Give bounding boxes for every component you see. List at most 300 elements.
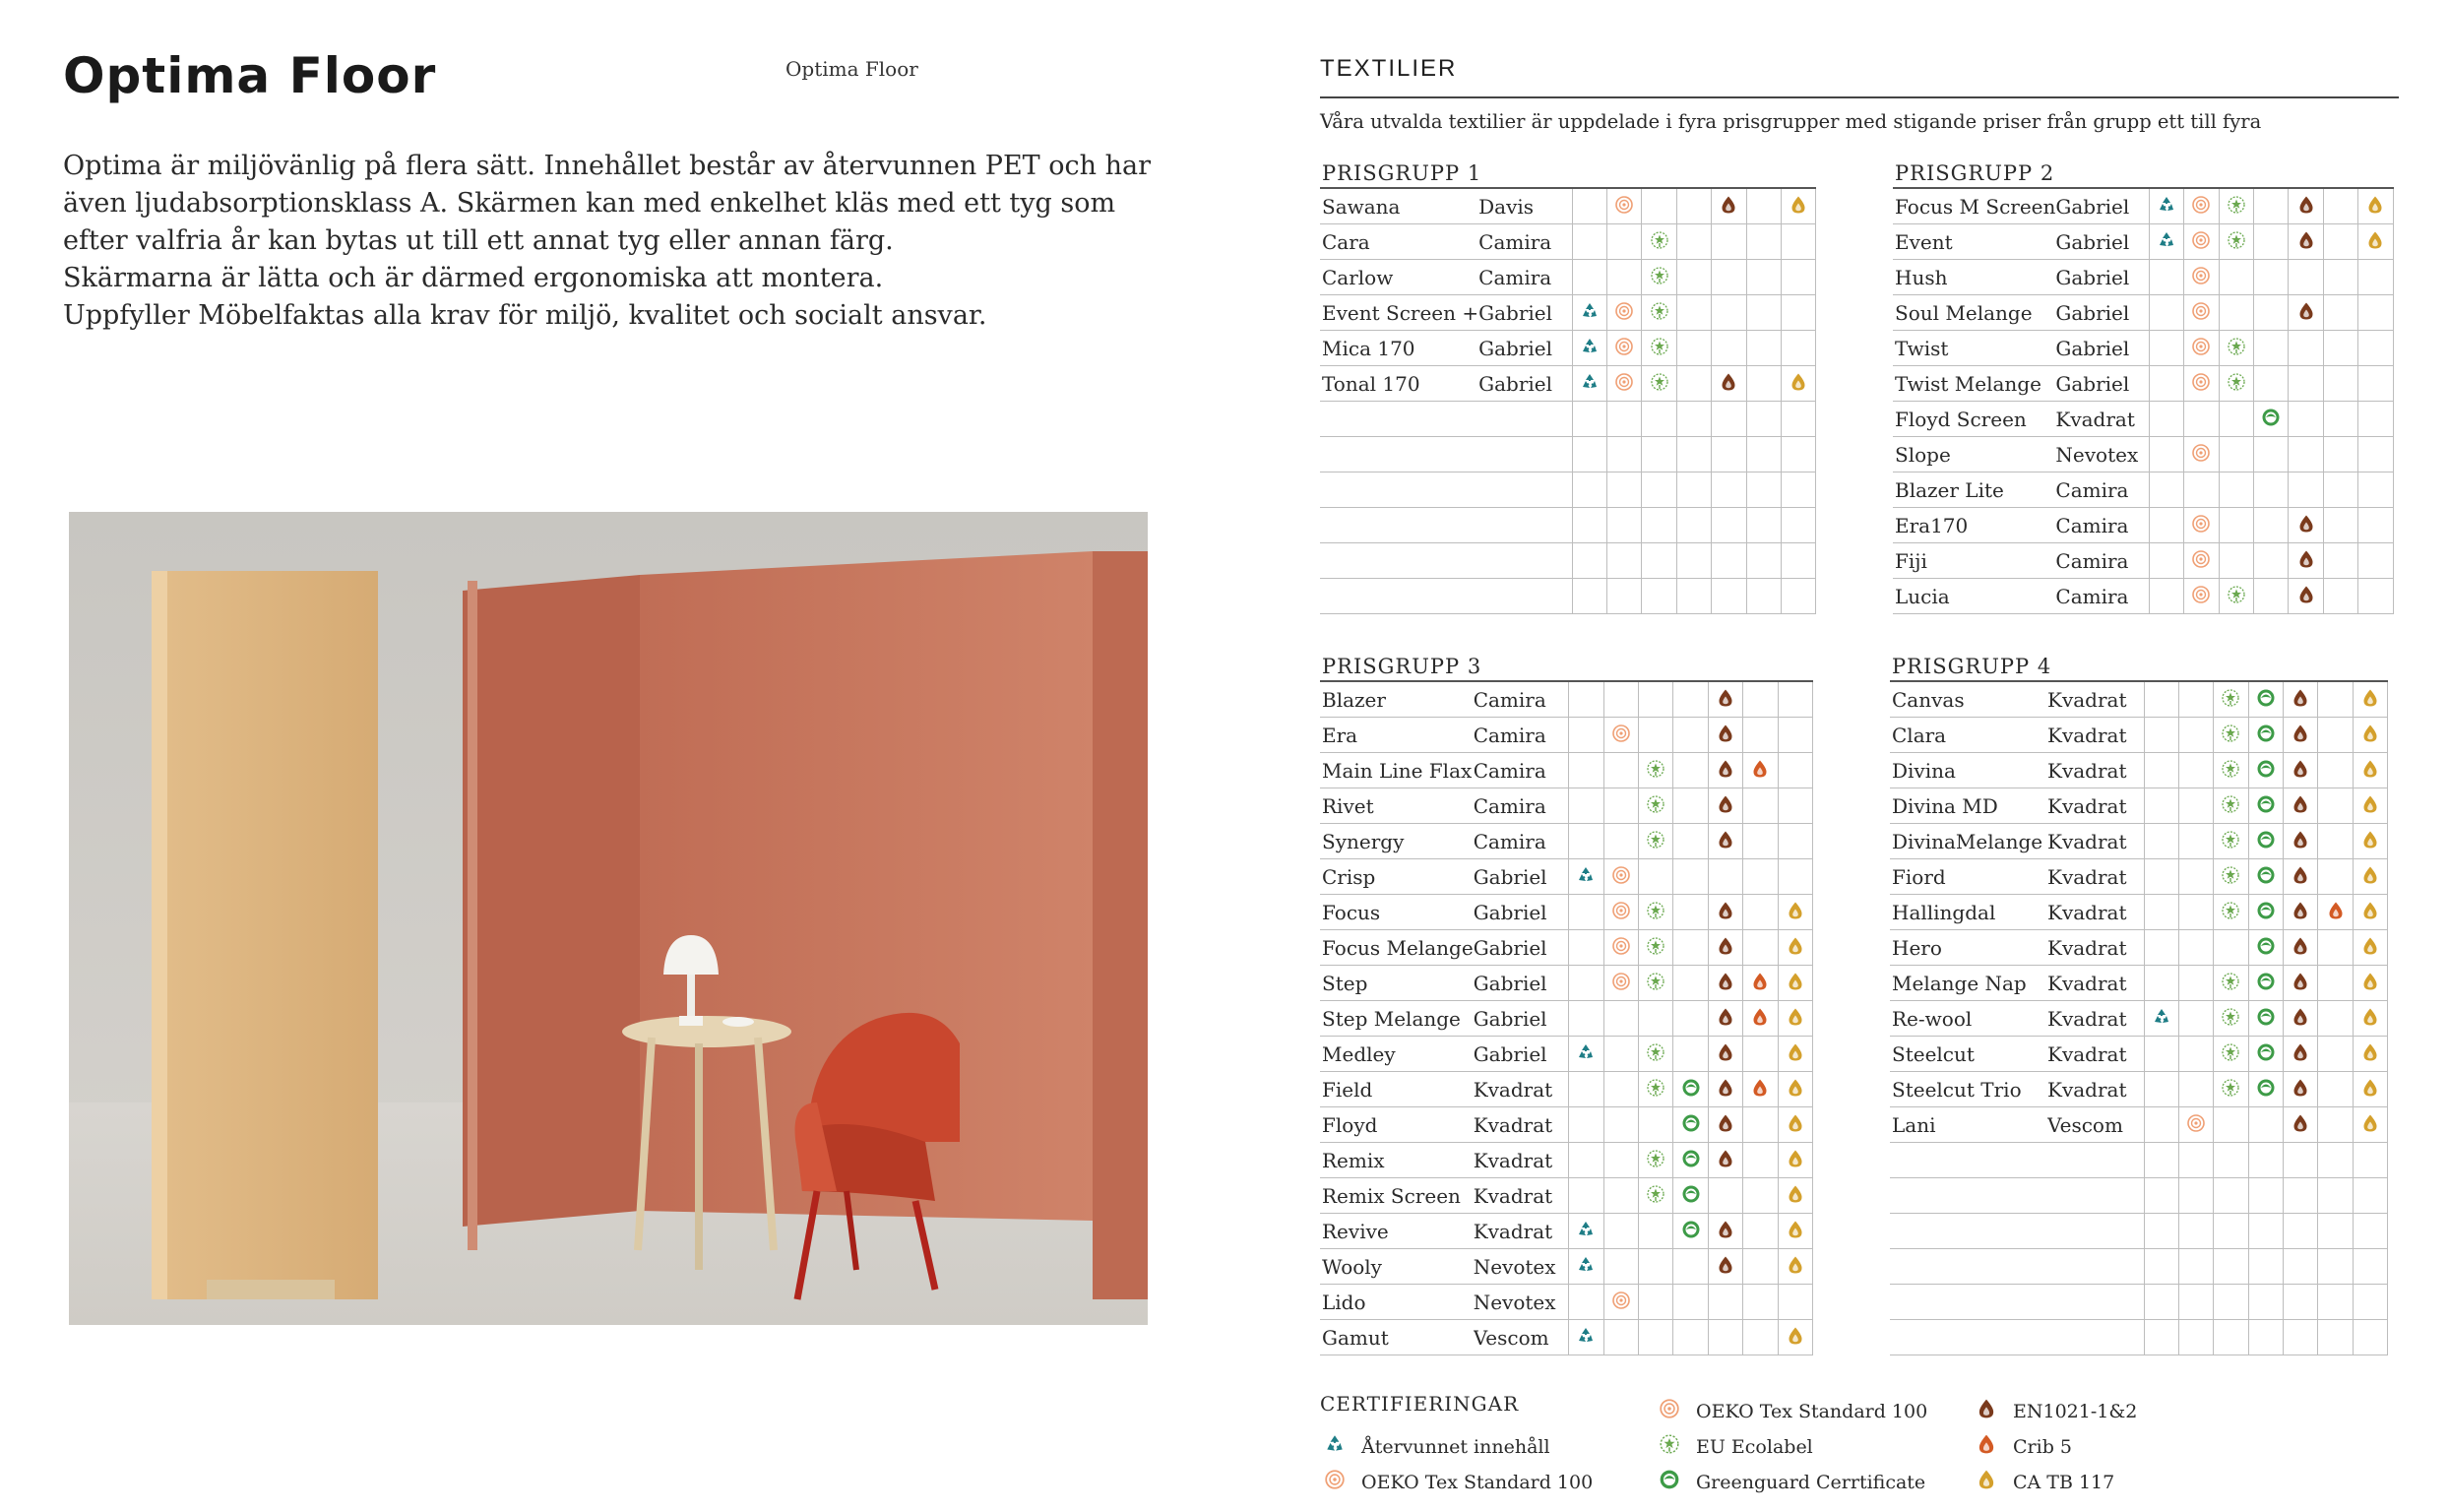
cert-cell-recycled	[2144, 895, 2178, 930]
cert-cell	[1642, 579, 1676, 614]
cert-cell-en1021	[2289, 508, 2323, 543]
textile-row	[1893, 295, 2393, 331]
textile-name	[1320, 437, 1478, 472]
cert-cell	[1712, 472, 1746, 508]
cert-cell	[2318, 1143, 2353, 1178]
cert-cell-ecolabel	[2219, 508, 2253, 543]
intro-line: Optima är miljövänlig på flera sätt. Innehållet består av återvunnen PET och har	[63, 151, 1151, 181]
cert-cell-catb117	[1781, 224, 1815, 260]
cert-cell	[1572, 402, 1606, 437]
flame-icon	[2360, 901, 2380, 925]
cert-cell	[2248, 1178, 2283, 1214]
textile-name	[1890, 1249, 2047, 1285]
cert-cell-crib5	[2323, 402, 2357, 437]
flame-icon	[1786, 1042, 1805, 1067]
flame-icon	[2291, 901, 2310, 925]
eu-ecolabel-icon	[1650, 337, 1669, 361]
eu-ecolabel-icon	[2221, 1078, 2240, 1102]
cert-cell	[1746, 508, 1781, 543]
oeko-tex-icon	[1611, 865, 1631, 890]
price-group-1	[1320, 159, 1816, 614]
textile-brand: Gabriel	[2055, 224, 2149, 260]
flame-icon	[1786, 1326, 1805, 1351]
eu-ecolabel-icon	[1646, 1149, 1665, 1173]
cert-cell-greenguard	[2248, 824, 2283, 859]
cert-cell-en1021	[2284, 824, 2318, 859]
cert-cell	[1607, 437, 1642, 472]
textile-brand	[1478, 508, 1572, 543]
textile-brand: Kvadrat	[2047, 681, 2144, 718]
cert-cell-catb117	[2353, 753, 2387, 788]
textile-brand: Camira	[2055, 508, 2149, 543]
cert-cell-ecolabel	[2219, 295, 2253, 331]
cert-cell-en1021	[2289, 366, 2323, 402]
flame-icon	[2291, 1042, 2310, 1067]
intro-line: Skärmarna är lätta och är därmed ergonomiska att montera.	[63, 263, 884, 293]
cert-cell	[1607, 508, 1642, 543]
cert-cell	[2284, 1143, 2318, 1178]
intro-line: efter valfria år kan bytas ut till ett annat tyg eller annan färg.	[63, 225, 894, 256]
cert-cell-ecolabel	[1638, 1320, 1672, 1355]
cert-cell-recycled	[1569, 1107, 1603, 1143]
flame-icon	[1976, 1433, 1997, 1460]
cert-cell-recycled	[1569, 1178, 1603, 1214]
flame-icon	[1786, 936, 1805, 961]
cert-cell-en1021	[2289, 260, 2323, 295]
textile-name: Fiord	[1890, 859, 2047, 895]
cert-cell-oeko	[1603, 1072, 1638, 1107]
cert-cell-en1021	[2289, 224, 2323, 260]
oeko-tex-icon	[2191, 337, 2211, 361]
cert-cell	[2214, 1285, 2248, 1320]
cert-cell-greenguard	[2254, 331, 2289, 366]
textile-row	[1320, 681, 1812, 718]
greenguard-icon	[1681, 1184, 1701, 1209]
textile-brand: Camira	[1474, 753, 1569, 788]
textile-row	[1893, 508, 2393, 543]
cert-cell-greenguard	[1673, 1249, 1708, 1285]
textile-name: Clara	[1890, 718, 2047, 753]
cert-cell-ecolabel	[2219, 366, 2253, 402]
cert-cell-crib5	[2318, 824, 2353, 859]
flame-icon	[2291, 1007, 2310, 1032]
cert-cell-en1021	[2284, 1001, 2318, 1037]
textile-row	[1320, 753, 1812, 788]
cert-cell-recycled	[1569, 788, 1603, 824]
textile-name: Rivet	[1320, 788, 1474, 824]
cert-cell	[1642, 543, 1676, 579]
eu-ecolabel-icon	[1646, 1078, 1665, 1102]
cert-cell-oeko	[2184, 295, 2219, 331]
cert-cell-crib5	[2318, 1037, 2353, 1072]
eu-ecolabel-icon	[2221, 865, 2240, 890]
cert-cell-recycled	[1569, 895, 1603, 930]
cert-cell	[1712, 579, 1746, 614]
oeko-tex-icon	[2191, 301, 2211, 326]
cert-cell-greenguard	[2248, 966, 2283, 1001]
cert-cell-oeko	[2184, 579, 2219, 614]
eu-ecolabel-icon	[2227, 195, 2246, 220]
recycled-icon	[1576, 1255, 1596, 1280]
textile-row	[1320, 966, 1812, 1001]
cert-cell-catb117	[2358, 472, 2393, 508]
textile-brand: Kvadrat	[2047, 1001, 2144, 1037]
textile-row-empty	[1890, 1214, 2388, 1249]
cert-cell-crib5	[1743, 1143, 1778, 1178]
flame-icon	[1786, 901, 1805, 925]
cert-cell-ecolabel	[2219, 331, 2253, 366]
cert-cell-crib5	[2318, 753, 2353, 788]
cert-cell-catb117	[1778, 1249, 1812, 1285]
textile-name: Hallingdal	[1890, 895, 2047, 930]
cert-cell	[2248, 1285, 2283, 1320]
greenguard-icon	[2261, 408, 2281, 432]
flame-icon	[1789, 372, 1808, 397]
cert-cell-ecolabel	[1638, 1037, 1672, 1072]
eu-ecolabel-icon	[1646, 1184, 1665, 1209]
flame-icon	[2296, 549, 2316, 574]
eu-ecolabel-icon	[2227, 585, 2246, 609]
cert-cell	[1607, 472, 1642, 508]
textile-brand: Gabriel	[2055, 366, 2149, 402]
flame-icon	[2296, 514, 2316, 538]
textile-brand: Kvadrat	[1474, 1178, 1569, 1214]
cert-cell-oeko	[2178, 681, 2213, 718]
cert-cell-catb117	[2353, 824, 2387, 859]
textile-row	[1890, 753, 2388, 788]
eu-ecolabel-icon	[1646, 972, 1665, 996]
cert-cell-oeko	[2178, 753, 2213, 788]
cert-cell-oeko	[1603, 1143, 1638, 1178]
legend-item	[1976, 1398, 2137, 1424]
oeko-tex-icon	[2191, 372, 2211, 397]
textile-name	[1890, 1178, 2047, 1214]
textile-brand: Kvadrat	[2055, 402, 2149, 437]
cert-cell-recycled	[1569, 1143, 1603, 1178]
textile-brand	[2047, 1143, 2144, 1178]
cert-cell-ecolabel	[2219, 579, 2253, 614]
cert-cell-catb117	[2358, 224, 2393, 260]
greenguard-icon	[2256, 936, 2276, 961]
cert-cell-oeko	[2178, 718, 2213, 753]
textile-name: Mica 170	[1320, 331, 1478, 366]
textile-name: Slope	[1893, 437, 2055, 472]
textile-row-empty	[1320, 579, 1816, 614]
textile-row	[1890, 718, 2388, 753]
textile-row	[1890, 930, 2388, 966]
cert-cell-en1021	[1708, 1178, 1742, 1214]
oeko-tex-icon	[2191, 195, 2211, 220]
cert-cell-oeko	[2184, 508, 2219, 543]
flame-icon	[2360, 1078, 2380, 1102]
cert-cell-greenguard	[2248, 1037, 2283, 1072]
cert-cell-recycled	[2149, 366, 2183, 402]
cert-cell-en1021	[1708, 1249, 1742, 1285]
textile-table	[1320, 187, 1816, 614]
greenguard-icon	[1681, 1113, 1701, 1138]
textile-brand: Gabriel	[1474, 930, 1569, 966]
cert-cell-catb117	[2353, 1072, 2387, 1107]
cert-cell-oeko	[1603, 966, 1638, 1001]
flame-icon	[1786, 1149, 1805, 1173]
cert-cell-ecolabel	[2214, 753, 2248, 788]
textile-name: Floyd Screen	[1893, 402, 2055, 437]
cert-cell	[1572, 472, 1606, 508]
greenguard-icon	[2256, 1007, 2276, 1032]
legend-item	[1659, 1433, 1813, 1460]
cert-cell-crib5	[1743, 1001, 1778, 1037]
cert-cell-ecolabel	[1638, 1001, 1672, 1037]
textile-name: Steelcut Trio	[1890, 1072, 2047, 1107]
textile-name: Lucia	[1893, 579, 2055, 614]
cert-cell-greenguard	[2254, 224, 2289, 260]
cert-cell	[1712, 543, 1746, 579]
textile-brand	[2047, 1285, 2144, 1320]
cert-cell-catb117	[1778, 753, 1812, 788]
eu-ecolabel-icon	[2221, 901, 2240, 925]
legend-label: Återvunnet innehåll	[1361, 1435, 1550, 1458]
cert-cell-en1021	[1708, 1001, 1742, 1037]
textile-name: Melange Nap	[1890, 966, 2047, 1001]
cert-cell	[1642, 508, 1676, 543]
cert-cell-recycled	[1572, 366, 1606, 402]
cert-cell-oeko	[1603, 859, 1638, 895]
cert-cell-en1021	[2284, 1107, 2318, 1143]
cert-cell	[2353, 1143, 2387, 1178]
cert-cell	[1676, 402, 1711, 437]
cert-cell-crib5	[1743, 1214, 1778, 1249]
cert-cell-oeko	[2184, 366, 2219, 402]
cert-cell-ecolabel	[1638, 1178, 1672, 1214]
cert-cell-ecolabel	[1642, 188, 1676, 224]
cert-cell-oeko	[2178, 824, 2213, 859]
textile-brand: Gabriel	[2055, 188, 2149, 224]
cert-cell	[1572, 543, 1606, 579]
cert-cell-oeko	[1603, 895, 1638, 930]
textile-name	[1890, 1143, 2047, 1178]
flame-icon	[1976, 1398, 1997, 1424]
cert-cell-greenguard	[1676, 224, 1711, 260]
cert-cell-oeko	[1603, 1037, 1638, 1072]
cert-cell-recycled	[2144, 1107, 2178, 1143]
eu-ecolabel-icon	[1646, 901, 1665, 925]
textile-brand: Kvadrat	[2047, 966, 2144, 1001]
cert-cell-en1021	[2289, 579, 2323, 614]
flame-icon	[2291, 830, 2310, 854]
textile-row-empty	[1890, 1285, 2388, 1320]
cert-cell-oeko	[1603, 930, 1638, 966]
cert-cell-greenguard	[1673, 930, 1708, 966]
cert-cell	[1676, 543, 1711, 579]
cert-cell-greenguard	[1676, 331, 1711, 366]
cert-cell-catb117	[1781, 295, 1815, 331]
cert-cell-ecolabel	[2214, 681, 2248, 718]
textile-row-empty	[1320, 402, 1816, 437]
cert-cell-recycled	[2149, 402, 2183, 437]
cert-cell-recycled	[1569, 1037, 1603, 1072]
textile-row	[1320, 788, 1812, 824]
cert-cell-en1021	[2289, 331, 2323, 366]
cert-cell	[1746, 402, 1781, 437]
cert-cell-en1021	[1708, 1107, 1742, 1143]
flame-icon	[2296, 195, 2316, 220]
greenguard-icon	[1681, 1078, 1701, 1102]
eu-ecolabel-icon	[2227, 230, 2246, 255]
flame-icon	[1786, 1078, 1805, 1102]
flame-icon	[1789, 195, 1808, 220]
cert-cell	[2318, 1178, 2353, 1214]
cert-cell-catb117	[2358, 188, 2393, 224]
certifications-title: CERTIFIERINGAR	[1320, 1392, 1520, 1416]
cert-cell-oeko	[1603, 753, 1638, 788]
cert-cell-oeko	[1603, 681, 1638, 718]
legend-item	[1324, 1469, 1593, 1495]
cert-cell-recycled	[1569, 1249, 1603, 1285]
cert-cell-oeko	[1607, 260, 1642, 295]
cert-cell-en1021	[1712, 188, 1746, 224]
cert-cell-en1021	[1708, 824, 1742, 859]
textile-row	[1320, 1107, 1812, 1143]
flame-icon	[2291, 1113, 2310, 1138]
cert-cell-oeko	[1607, 331, 1642, 366]
cert-cell-en1021	[1712, 366, 1746, 402]
eu-ecolabel-icon	[2227, 372, 2246, 397]
cert-cell	[1781, 402, 1815, 437]
textile-brand: Kvadrat	[2047, 788, 2144, 824]
textile-brand: Kvadrat	[1474, 1214, 1569, 1249]
textile-brand: Kvadrat	[2047, 824, 2144, 859]
textile-brand: Gabriel	[1478, 331, 1572, 366]
greenguard-icon	[1681, 1220, 1701, 1244]
cert-cell-crib5	[1746, 331, 1781, 366]
cert-cell-crib5	[1743, 859, 1778, 895]
textile-name: Carlow	[1320, 260, 1478, 295]
cert-cell-greenguard	[2248, 681, 2283, 718]
cert-cell-crib5	[2318, 1072, 2353, 1107]
cert-cell-catb117	[2353, 895, 2387, 930]
textile-row-empty	[1320, 543, 1816, 579]
cert-cell-recycled	[2149, 508, 2183, 543]
cert-cell	[2144, 1249, 2178, 1285]
cert-cell	[2284, 1320, 2318, 1355]
textile-name: Gamut	[1320, 1320, 1474, 1355]
textile-name: Lani	[1890, 1107, 2047, 1143]
flame-icon	[1786, 1113, 1805, 1138]
cert-cell-en1021	[1708, 895, 1742, 930]
flame-icon	[2296, 585, 2316, 609]
cert-cell-recycled	[1572, 331, 1606, 366]
cert-cell-oeko	[1607, 366, 1642, 402]
cert-cell-catb117	[1778, 1037, 1812, 1072]
oeko-tex-icon	[2191, 514, 2211, 538]
cert-cell-oeko	[2178, 859, 2213, 895]
textile-row-empty	[1890, 1143, 2388, 1178]
textile-brand	[1478, 543, 1572, 579]
cert-cell-crib5	[2323, 331, 2357, 366]
textile-name: Soul Melange	[1893, 295, 2055, 331]
cert-cell	[1781, 437, 1815, 472]
textile-name	[1320, 579, 1478, 614]
cert-cell-greenguard	[1673, 859, 1708, 895]
cert-cell-crib5	[2318, 681, 2353, 718]
cert-cell-greenguard	[2254, 508, 2289, 543]
textile-table	[1320, 680, 1813, 1355]
cert-cell-oeko	[1603, 788, 1638, 824]
cert-cell-recycled	[2144, 788, 2178, 824]
flame-icon	[2296, 301, 2316, 326]
cert-cell-greenguard	[2254, 188, 2289, 224]
textile-row	[1320, 366, 1816, 402]
cert-cell	[2284, 1285, 2318, 1320]
textile-row	[1320, 895, 1812, 930]
textile-row	[1890, 1037, 2388, 1072]
cert-cell-recycled	[1569, 1072, 1603, 1107]
recycled-icon	[1576, 1042, 1596, 1067]
flame-icon	[1716, 1113, 1735, 1138]
recycled-icon	[1576, 1326, 1596, 1351]
cert-cell-greenguard	[1673, 1178, 1708, 1214]
cert-cell	[1781, 508, 1815, 543]
textile-brand: Kvadrat	[2047, 1037, 2144, 1072]
cert-cell-crib5	[1743, 1072, 1778, 1107]
textile-name: Focus	[1320, 895, 1474, 930]
textile-name: Tonal 170	[1320, 366, 1478, 402]
cert-cell-en1021	[1708, 930, 1742, 966]
cert-cell-ecolabel	[2219, 472, 2253, 508]
cert-cell-catb117	[2353, 1037, 2387, 1072]
eu-ecolabel-icon	[2221, 688, 2240, 713]
cert-cell-recycled	[2144, 753, 2178, 788]
textile-row	[1893, 260, 2393, 295]
cert-cell-recycled	[2149, 260, 2183, 295]
cert-cell-en1021	[2284, 930, 2318, 966]
cert-cell	[1607, 402, 1642, 437]
cert-cell-en1021	[2284, 788, 2318, 824]
flame-icon	[2360, 972, 2380, 996]
cert-cell-oeko	[2178, 930, 2213, 966]
cert-cell	[1712, 402, 1746, 437]
cert-cell-ecolabel	[1638, 753, 1672, 788]
flame-icon	[1719, 195, 1738, 220]
recycled-icon	[1576, 865, 1596, 890]
flame-icon	[1716, 1149, 1735, 1173]
greenguard-icon	[1681, 1149, 1701, 1173]
cert-cell-greenguard	[2248, 753, 2283, 788]
cert-cell-catb117	[1778, 1285, 1812, 1320]
cert-cell-greenguard	[1673, 1285, 1708, 1320]
flame-icon	[1716, 794, 1735, 819]
cert-cell-recycled	[1572, 295, 1606, 331]
cert-cell-greenguard	[1673, 1001, 1708, 1037]
textile-name: Hero	[1890, 930, 2047, 966]
recycled-icon	[2157, 230, 2176, 255]
cert-cell-greenguard	[1676, 366, 1711, 402]
cert-cell-oeko	[1603, 1107, 1638, 1143]
cert-cell-ecolabel	[1638, 859, 1672, 895]
flame-icon	[2291, 794, 2310, 819]
price-group-4	[1890, 653, 2388, 1355]
cert-cell-crib5	[2318, 1107, 2353, 1143]
oeko-tex-icon	[1324, 1469, 1346, 1495]
cert-cell	[1572, 437, 1606, 472]
cert-cell-catb117	[1778, 824, 1812, 859]
cert-cell	[1676, 508, 1711, 543]
textile-name: Hush	[1893, 260, 2055, 295]
cert-cell-catb117	[2358, 295, 2393, 331]
cert-cell-ecolabel	[2214, 1001, 2248, 1037]
cert-cell	[2214, 1178, 2248, 1214]
cert-cell-oeko	[1603, 1249, 1638, 1285]
